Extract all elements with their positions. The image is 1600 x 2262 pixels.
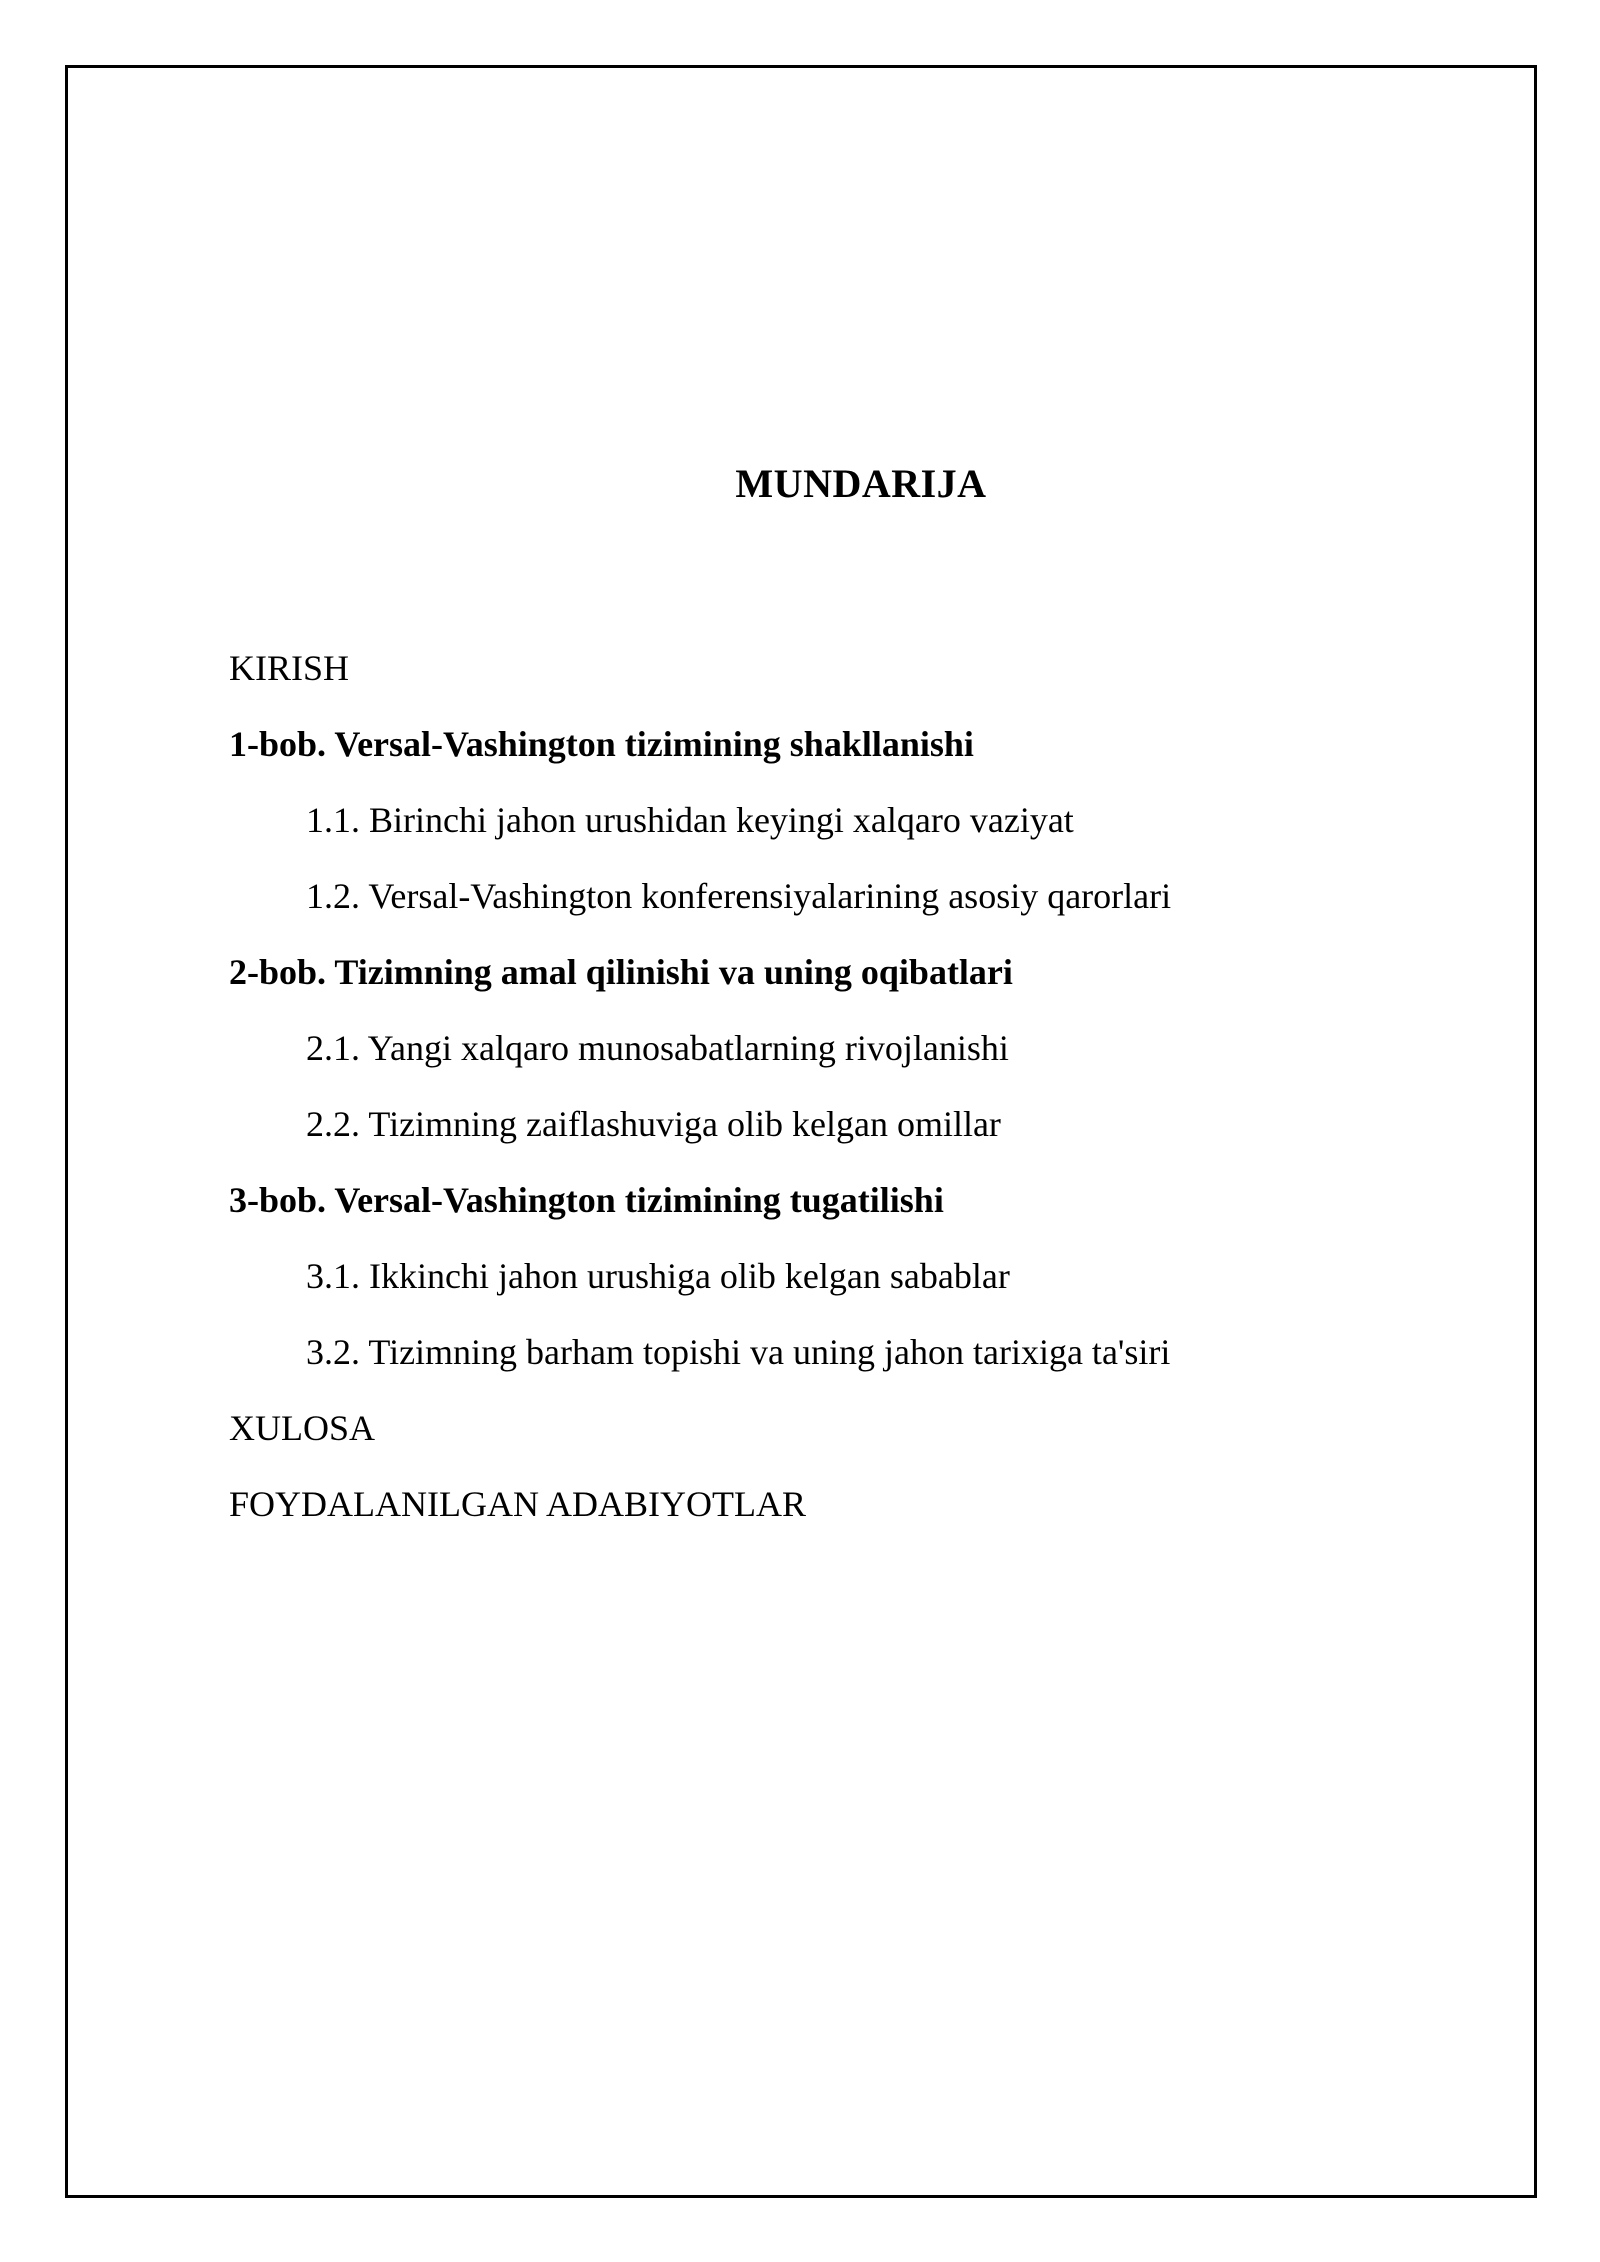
toc-section-1-2: 1.2. Versal-Vashington konferensiyalarining asosiy qarorlari (306, 876, 1172, 916)
toc-section-2-1: 2.1. Yangi xalqaro munosabatlarning rivojlanishi (306, 1028, 1009, 1068)
toc-section-3-2: 3.2. Tizimning barham topishi va uning jahon tarixiga ta'siri (306, 1332, 1171, 1372)
table-of-contents (229, 640, 1489, 1552)
toc-section-3-1: 3.1. Ikkinchi jahon urushiga olib kelgan sabablar (306, 1256, 1010, 1296)
toc-chapter-1: 1-bob. Versal-Vashington tizimining shakllanishi (229, 724, 974, 764)
toc-section-2-2: 2.2. Tizimning zaiflashuviga olib kelgan omillar (306, 1104, 1001, 1144)
toc-chapter-2: 2-bob. Tizimning amal qilinishi va uning oqibatlari (229, 952, 1013, 992)
toc-item-introduction: KIRISH (229, 648, 350, 688)
toc-item-references: FOYDALANILGAN ADABIYOTLAR (229, 1484, 806, 1524)
toc-section-1-1: 1.1. Birinchi jahon urushidan keyingi xalqaro vaziyat (306, 800, 1074, 840)
toc-item-conclusion: XULOSA (229, 1408, 376, 1448)
toc-chapter-3: 3-bob. Versal-Vashington tizimining tugatilishi (229, 1180, 944, 1220)
toc-title: MUNDARIJA (735, 461, 987, 506)
